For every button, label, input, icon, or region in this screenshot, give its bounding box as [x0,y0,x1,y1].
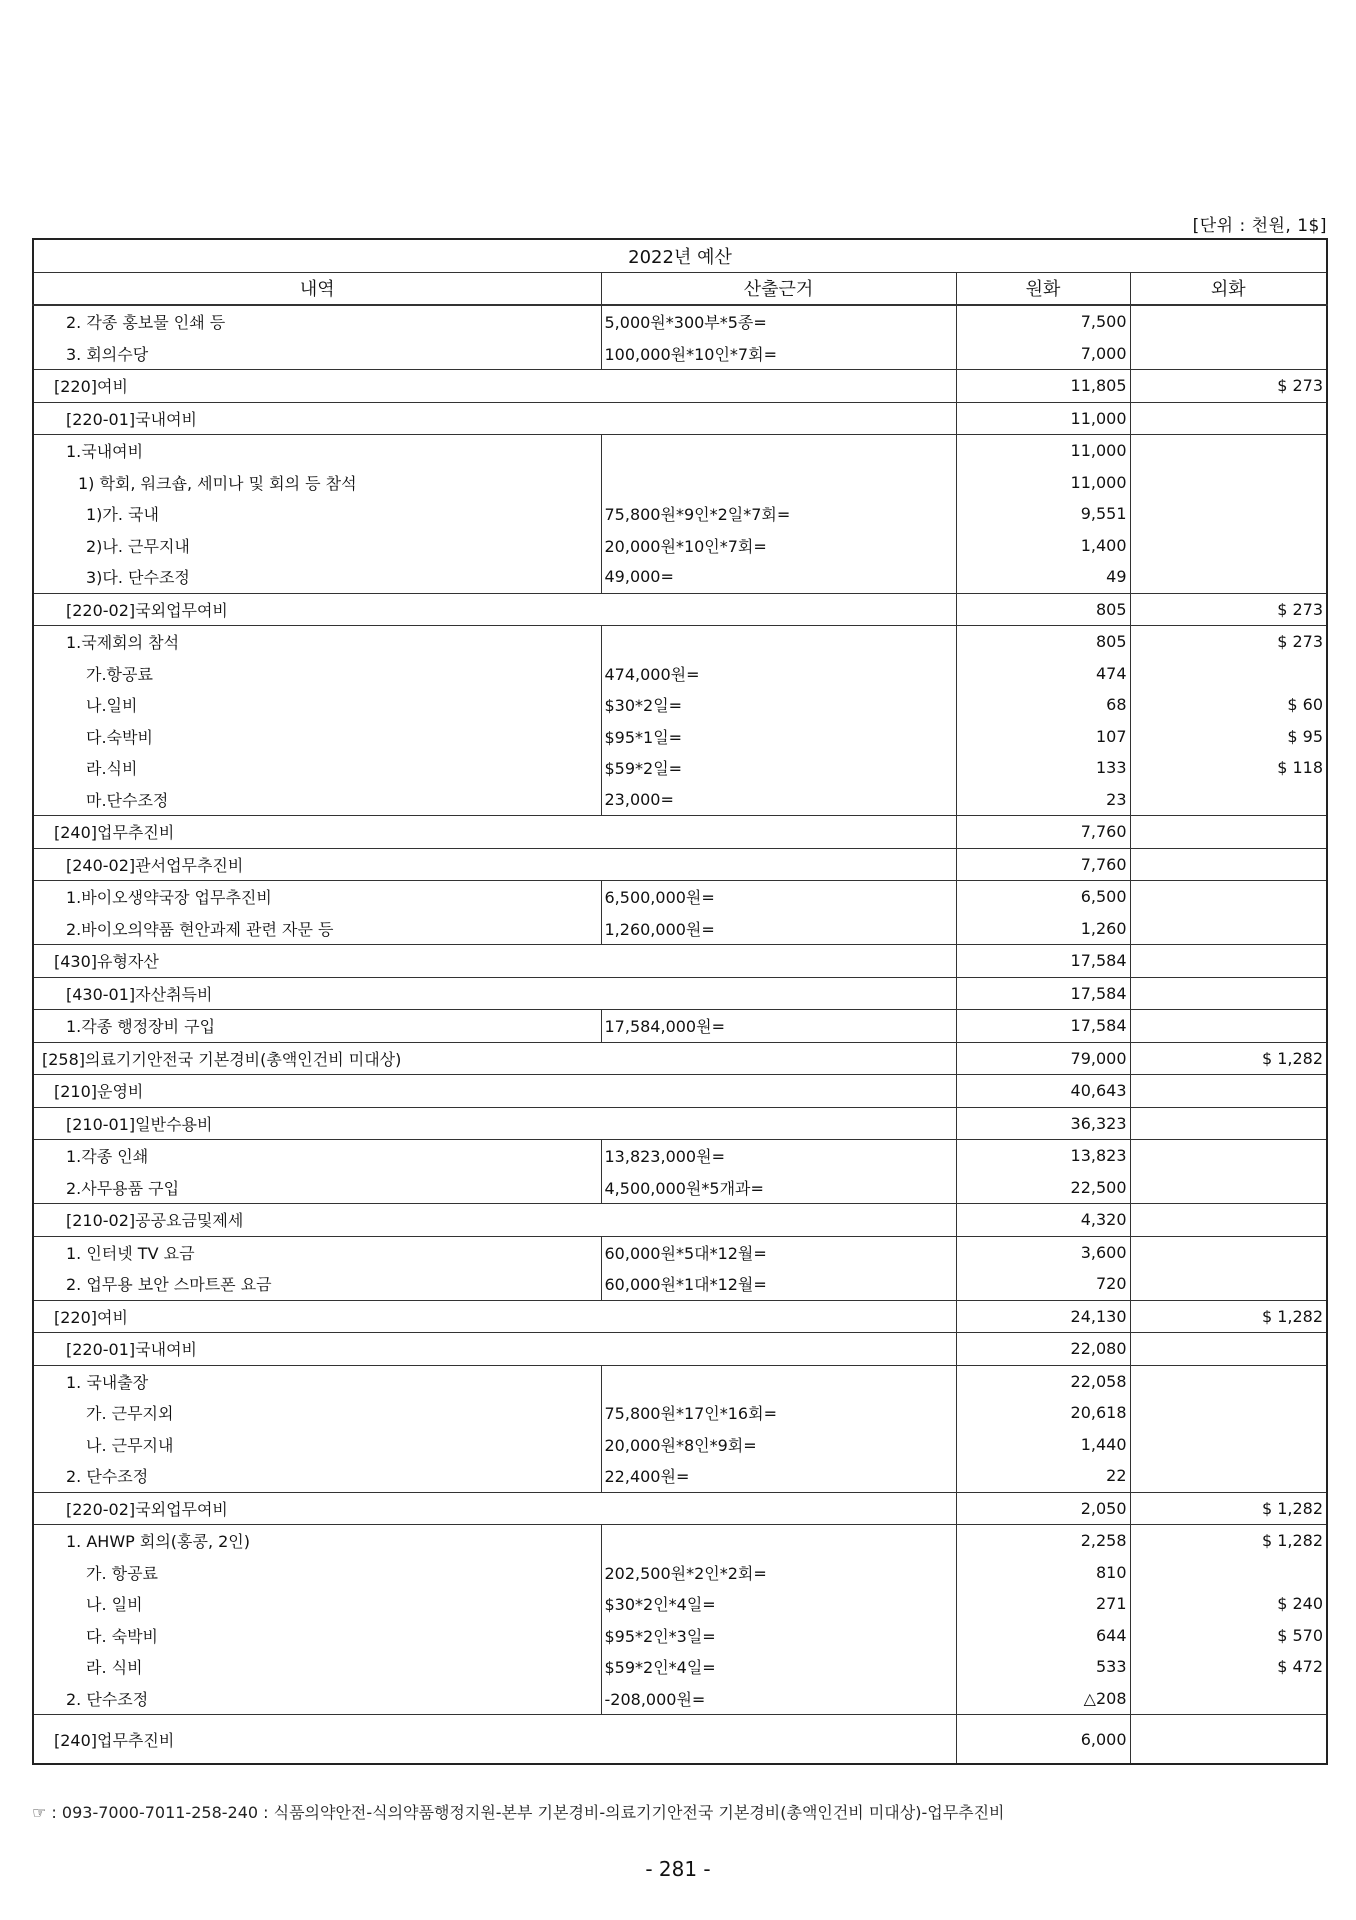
item-cell: [240]업무추진비 [33,816,956,849]
krw-cell: 49 [956,561,1130,593]
basis-cell [601,626,956,658]
table-row [33,881,1327,913]
item-cell: [258]의료기기안전국 기본경비(총액인건비 미대상) [33,1042,956,1075]
table-row [33,402,1327,435]
item-cell: [240]업무추진비 [33,1715,956,1765]
item-cell: 1. 인터넷 TV 요금 [33,1236,601,1268]
table-row [33,848,1327,881]
krw-cell: 13,823 [956,1140,1130,1172]
budget-table [32,238,1328,1765]
fx-cell: $ 118 [1277,758,1324,778]
basis-cell: 4,500,000원*5개과= [601,1172,956,1204]
item-cell: [220-02]국외업무여비 [33,593,956,626]
item-cell: 가. 근무지외 [33,1397,601,1429]
fx-cell: $ 60 [1287,695,1324,715]
fx-cell: $ 1,282 [1130,1492,1327,1525]
fx-cell [1130,1557,1327,1589]
basis-cell: $95*1일= [601,721,956,753]
table-row [33,1107,1327,1140]
fx-cell: $ 273 [1130,626,1327,658]
table-row [33,498,1327,530]
fx-cell: $ 1,282 [1130,1525,1327,1557]
krw-cell: 11,000 [956,402,1130,435]
krw-cell: 11,805 [956,370,1130,403]
fx-cell [1130,561,1327,593]
item-cell: [220-01]국내여비 [33,1333,956,1366]
krw-cell: 23 [956,784,1130,816]
table-row [33,530,1327,562]
item-cell: 1. 국내출장 [33,1365,601,1397]
item-cell: 2)나. 근무지내 [33,530,601,562]
fx-cell [1130,1429,1327,1461]
table-row [33,338,1327,370]
krw-cell: 2,050 [956,1492,1130,1525]
basis-cell: 6,500,000원= [601,881,956,913]
item-cell: 2. 단수조정 [33,1683,601,1715]
column-header-item: 내역 [33,272,601,305]
basis-cell [601,1525,956,1557]
table-body [33,305,1327,1764]
krw-cell: 6,000 [956,1715,1130,1765]
krw-cell: 22,080 [956,1333,1130,1366]
item-cell: 3. 회의수당 [33,338,601,370]
table-row [33,721,1327,753]
krw-cell: 1,260 [956,913,1130,945]
basis-cell: 60,000원*5대*12월= [601,1236,956,1268]
fx-cell: $ 273 [1130,593,1327,626]
table-row [33,1075,1327,1108]
fx-cell [1130,338,1327,370]
table-row [33,784,1327,816]
table-row [33,1715,1327,1765]
krw-cell: 36,323 [956,1107,1130,1140]
fx-cell [1130,1075,1327,1108]
fx-cell [1130,467,1327,499]
table-row [33,1620,1327,1652]
krw-cell: 3,600 [956,1236,1130,1268]
krw-cell: 1,440 [956,1429,1130,1461]
table-row [33,1492,1327,1525]
item-cell: [220-01]국내여비 [33,402,956,435]
fx-cell: $ 240 [1277,1594,1324,1614]
krw-cell: 7,000 [956,338,1130,370]
fx-cell: $ 95 [1287,726,1324,746]
table-row [33,1525,1327,1557]
krw-cell: 720 [956,1268,1130,1300]
fx-cell [1130,1365,1327,1397]
table-row [33,1397,1327,1429]
fx-cell [1130,498,1327,530]
basis-cell: 60,000원*1대*12월= [601,1268,956,1300]
krw-cell: 107 [956,721,1130,753]
unit-label: [단위 : 천원, 1$] [1192,216,1327,236]
krw-cell: 533 [956,1651,1130,1683]
krw-cell: 17,584 [956,977,1130,1010]
item-cell: 1) 학회, 워크숍, 세미나 및 회의 등 참석 [33,467,601,499]
table-row [33,1429,1327,1461]
basis-cell: 13,823,000원= [601,1140,956,1172]
krw-cell: 17,584 [956,1010,1130,1043]
krw-cell: △208 [956,1683,1130,1715]
krw-cell: 474 [956,658,1130,690]
column-header-fx: 외화 [1130,272,1327,305]
fx-cell [1130,1333,1327,1366]
table-row [33,1172,1327,1204]
table-row [33,658,1327,690]
table-row [33,816,1327,849]
krw-cell: 271 [956,1588,1130,1620]
item-cell: 1.국제회의 참석 [33,626,601,658]
table-row [33,945,1327,978]
krw-cell: 79,000 [956,1042,1130,1075]
krw-cell: 133 [956,752,1130,784]
table-row [33,435,1327,467]
item-cell: 1.국내여비 [33,435,601,467]
krw-cell: 810 [956,1557,1130,1589]
krw-cell: 4,320 [956,1204,1130,1237]
item-cell: 나. 근무지내 [33,1429,601,1461]
basis-cell: 5,000원*300부*5종= [601,305,956,338]
column-header-krw: 원화 [956,272,1130,305]
fx-cell [1130,1268,1327,1300]
table-row [33,1683,1327,1715]
item-cell: [220-02]국외업무여비 [33,1492,956,1525]
krw-cell: 9,551 [956,498,1130,530]
basis-cell: 20,000원*10인*7회= [601,530,956,562]
column-header-basis: 산출근거 [601,272,956,305]
krw-cell: 11,000 [956,467,1130,499]
fx-cell: $ 273 [1130,370,1327,403]
table-row [33,626,1327,658]
fx-cell [1130,1172,1327,1204]
item-cell: [220]여비 [33,1300,956,1333]
krw-cell: 24,130 [956,1300,1130,1333]
krw-cell: 7,760 [956,848,1130,881]
krw-cell: 17,584 [956,945,1130,978]
item-cell: 가. 항공료 [33,1557,601,1589]
krw-cell: 68 [956,689,1130,721]
basis-cell: $59*2일= [601,752,956,784]
krw-cell: 22,500 [956,1172,1130,1204]
year-header: 2022년 예산 [33,239,1327,272]
krw-cell: 805 [956,593,1130,626]
fx-cell [1130,1140,1327,1172]
fx-cell [1130,1715,1327,1765]
basis-cell: 20,000원*8인*9회= [601,1429,956,1461]
fx-cell [1130,1010,1327,1043]
krw-cell: 11,000 [956,435,1130,467]
fx-cell: $ 472 [1277,1657,1324,1677]
item-cell: [210]운영비 [33,1075,956,1108]
fx-cell [1130,1683,1327,1715]
table-row [33,1204,1327,1237]
item-cell: 1.바이오생약국장 업무추진비 [33,881,601,913]
table-row [33,1651,1327,1683]
item-cell: 1)가. 국내 [33,498,601,530]
basis-cell: 100,000원*10인*7회= [601,338,956,370]
item-cell: 나.일비 [33,689,601,721]
basis-cell: 202,500원*2인*2회= [601,1557,956,1589]
footnote: ☞ : 093-7000-7011-258-240 : 식품의약안전-식의약품행정지원-본부 기본경비-의료기기안전국 기본경비(총액인건비 미대상)-업무추진비 [32,1803,1005,1822]
fx-cell [1130,1236,1327,1268]
basis-cell [601,1365,956,1397]
item-cell: 라. 식비 [33,1651,601,1683]
table-row [33,1010,1327,1043]
table-row [33,1333,1327,1366]
item-cell: [210-01]일반수용비 [33,1107,956,1140]
item-cell: 1. AHWP 회의(홍콩, 2인) [33,1525,601,1557]
krw-cell: 805 [956,626,1130,658]
table-row [33,1140,1327,1172]
item-cell: [430-01]자산취득비 [33,977,956,1010]
item-cell: 2.사무용품 구입 [33,1172,601,1204]
page-number: - 281 - [645,1857,711,1881]
fx-cell [1130,658,1327,690]
krw-cell: 7,500 [956,305,1130,338]
krw-cell: 644 [956,1620,1130,1652]
table-row [33,977,1327,1010]
table-row [33,1557,1327,1589]
fx-cell [1130,305,1327,338]
krw-cell: 7,760 [956,816,1130,849]
table-row [33,1300,1327,1333]
fx-cell [1130,1397,1327,1429]
basis-cell: $95*2인*3일= [601,1620,956,1652]
krw-cell: 2,258 [956,1525,1130,1557]
basis-cell: $30*2인*4일= [601,1588,956,1620]
krw-cell: 40,643 [956,1075,1130,1108]
item-cell: [220]여비 [33,370,956,403]
fx-cell [1130,402,1327,435]
basis-cell: 23,000= [601,784,956,816]
item-cell: 2. 각종 홍보물 인쇄 등 [33,305,601,338]
table-row [33,1268,1327,1300]
basis-cell: 75,800원*17인*16회= [601,1397,956,1429]
table-row [33,913,1327,945]
fx-cell [1130,945,1327,978]
fx-cell [1130,784,1327,816]
table-row [33,1042,1327,1075]
basis-cell: 17,584,000원= [601,1010,956,1043]
item-cell: [210-02]공공요금및제세 [33,1204,956,1237]
fx-cell [1130,1204,1327,1237]
item-cell: 2. 단수조정 [33,1460,601,1492]
table-row [33,1365,1327,1397]
basis-cell: 22,400원= [601,1460,956,1492]
basis-cell [601,435,956,467]
item-cell: 나. 일비 [33,1588,601,1620]
table-row [33,1236,1327,1268]
item-cell: 다.숙박비 [33,721,601,753]
fx-cell: $ 570 [1277,1625,1324,1645]
fx-cell [1130,913,1327,945]
item-cell: [430]유형자산 [33,945,956,978]
item-cell: 1.각종 행정장비 구입 [33,1010,601,1043]
item-cell: 2.바이오의약품 현안과제 관련 자문 등 [33,913,601,945]
krw-cell: 20,618 [956,1397,1130,1429]
basis-cell: 1,260,000원= [601,913,956,945]
fx-cell [1130,1460,1327,1492]
item-cell: 1.각종 인쇄 [33,1140,601,1172]
fx-cell [1130,1107,1327,1140]
table-row [33,1460,1327,1492]
fx-cell [1130,848,1327,881]
krw-cell: 6,500 [956,881,1130,913]
item-cell: 2. 업무용 보안 스마트폰 요금 [33,1268,601,1300]
basis-cell: $59*2인*4일= [601,1651,956,1683]
table-row [33,561,1327,593]
item-cell: 가.항공료 [33,658,601,690]
table-row [33,305,1327,338]
basis-cell: 474,000원= [601,658,956,690]
krw-cell: 22 [956,1460,1130,1492]
table-row [33,752,1327,784]
table-row [33,593,1327,626]
table-row [33,1588,1327,1620]
fx-cell [1130,530,1327,562]
basis-cell: $30*2일= [601,689,956,721]
table-row [33,467,1327,499]
fx-cell [1130,435,1327,467]
krw-cell: 22,058 [956,1365,1130,1397]
table-row [33,689,1327,721]
item-cell: 다. 숙박비 [33,1620,601,1652]
item-cell: 라.식비 [33,752,601,784]
basis-cell [601,467,956,499]
fx-cell [1130,977,1327,1010]
basis-cell: 75,800원*9인*2일*7회= [601,498,956,530]
item-cell: [240-02]관서업무추진비 [33,848,956,881]
table-row [33,370,1327,403]
item-cell: 3)다. 단수조정 [33,561,601,593]
basis-cell: 49,000= [601,561,956,593]
krw-cell: 1,400 [956,530,1130,562]
item-cell: 마.단수조정 [33,784,601,816]
basis-cell: -208,000원= [601,1683,956,1715]
fx-cell [1130,881,1327,913]
fx-cell: $ 1,282 [1130,1042,1327,1075]
fx-cell [1130,816,1327,849]
fx-cell: $ 1,282 [1130,1300,1327,1333]
